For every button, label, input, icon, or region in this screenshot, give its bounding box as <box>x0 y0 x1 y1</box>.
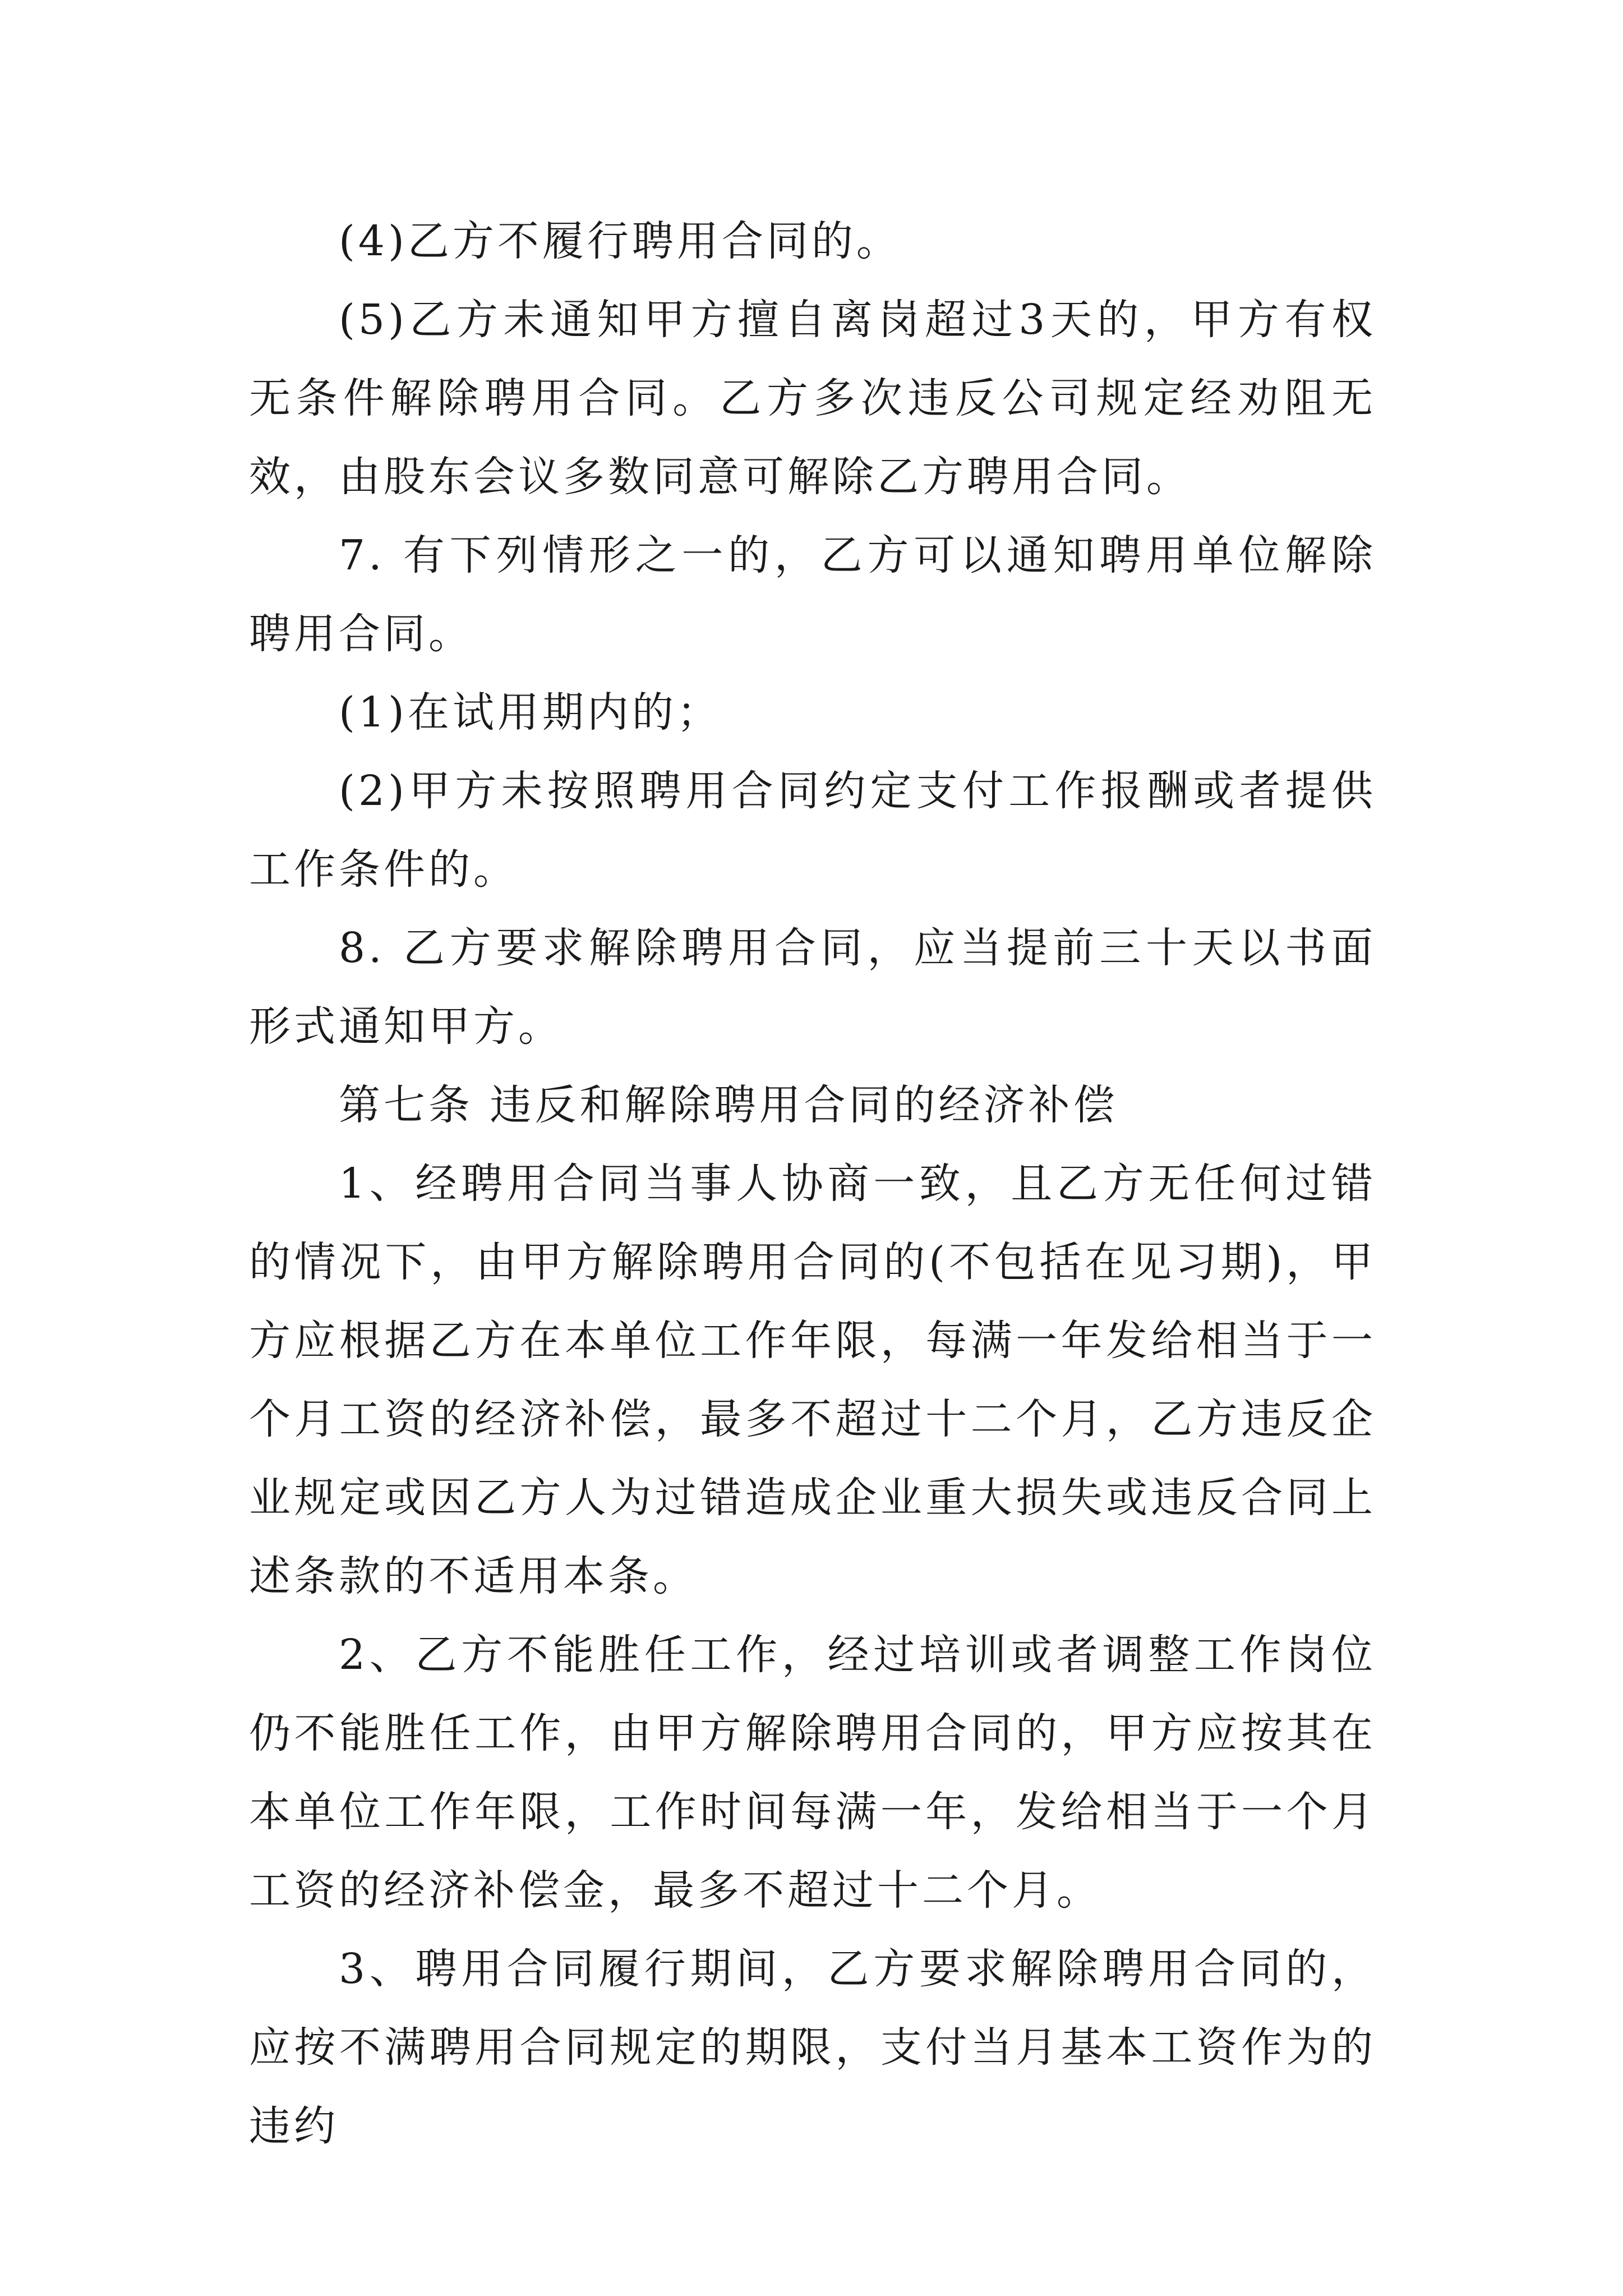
paragraph-compensation-1: 1、经聘用合同当事人协商一致，且乙方无任何过错的情况下，由甲方解除聘用合同的(不包括在见习期)，甲方应根据乙方在本单位工作年限，每满一年发给相当于一个月工资的经济补偿，最多不超过十二个月，乙方违反企业规定或因乙方人为过错造成企业重大损失或违反合同上述条款的不适用本条。 <box>249 1159 1376 1600</box>
paragraph-item-2: (2)甲方未按照聘用合同约定支付工作报酬或者提供工作条件的。 <box>249 767 1376 894</box>
paragraph-compensation-3: 3、聘用合同履行期间，乙方要求解除聘用合同的，应按不满聘用合同规定的期限，支付当月基本工资作为的违约 <box>249 1945 1376 2150</box>
paragraph-clause-7: 7. 有下列情形之一的，乙方可以通知聘用单位解除聘用合同。 <box>249 531 1376 658</box>
article-heading: 第七条 违反和解除聘用合同的经济补偿 <box>339 1081 1118 1129</box>
paragraph-clause-8: 8. 乙方要求解除聘用合同，应当提前三十天以书面形式通知甲方。 <box>249 924 1376 1051</box>
document-body <box>249 202 1376 2165</box>
paragraph-item-5: (5)乙方未通知甲方擅自离岗超过3天的，甲方有权无条件解除聘用合同。乙方多次违反公司规定经劝阻无效，由股东会议多数同意可解除乙方聘用合同。 <box>249 296 1376 501</box>
paragraph-compensation-2: 2、乙方不能胜任工作，经过培训或者调整工作岗位仍不能胜任工作，由甲方解除聘用合同的，甲方应按其在本单位工作年限，工作时间每满一年，发给相当于一个月工资的经济补偿金，最多不超过十二个月。 <box>249 1631 1376 1915</box>
paragraph-item-4: (4)乙方不履行聘用合同的。 <box>339 217 901 265</box>
paragraph-item-1: (1)在试用期内的； <box>339 688 722 737</box>
